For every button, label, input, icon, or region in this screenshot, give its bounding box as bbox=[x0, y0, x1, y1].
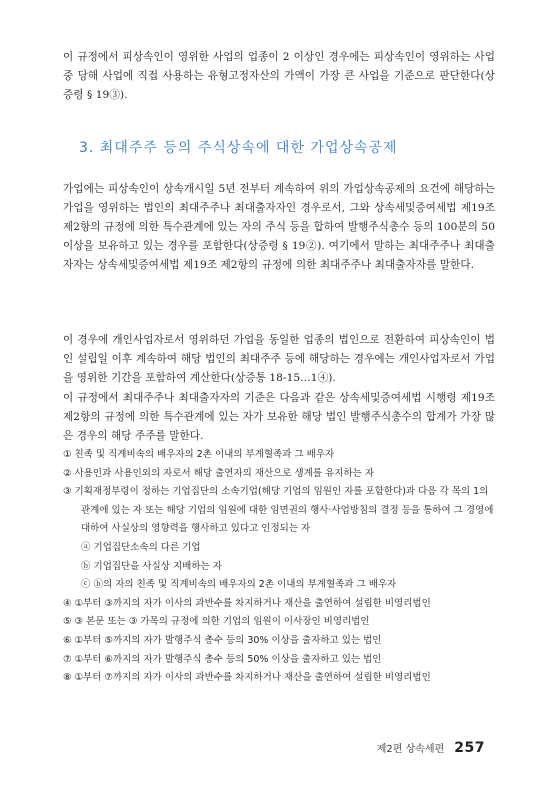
list-item: ② 사용인과 사용인외의 자로서 해당 출연자의 재산으로 생계를 유지하는 자 bbox=[63, 467, 375, 479]
list-item: ⑧ ①부터 ⑦까지의 자가 이사의 과반수를 차지하거나 재산을 출연하여 설립한 비영리법인 bbox=[63, 672, 431, 684]
paragraph-family-business-definition: 가업에는 피상속인이 상속개시일 5년 전부터 계속하여 위의 가업상속공제의 요건에 해당하는 가업을 영위하는 법인의 최대주주나 최대출자자인 경우로서, 그와 상속세및증여세법 제19조 제2항의 규정에 의한 특수관계에 있는 자의 주식 등을 합하여 발행주식총수 등의 100분의 50 이상을 보유하고 있는 경우를 포함한다(상증령 § 19②). 여기에서 말하는 최대주주나 최대출자자는 상속세및증여세법 제19조 제2항의 규정에 의한 최대주주나 최대출자자를 말한다. bbox=[63, 183, 495, 272]
paragraph-conversion-rule: 이 경우에 개인사업자로서 영위하던 가업을 동일한 업종의 법인으로 전환하여 피상속인이 법인 설립일 이후 계속하여 해당 법인의 최대주주 등에 해당하는 경우에는 개인사업자로서 가업을 영위한 기간을 포함하여 계산한다(상증통 18-15…1④). bbox=[63, 334, 495, 385]
list-item: ④ ①부터 ③까지의 자가 이사의 과반수를 차지하거나 재산을 출연하여 설립한 비영리법인 bbox=[63, 597, 431, 609]
related-party-list bbox=[63, 446, 495, 688]
list-item: ⑥ ①부터 ⑤까지의 자가 발행주식 총수 등의 30% 이상을 출자하고 있는 법인 bbox=[63, 634, 382, 646]
list-subitem: ⓑ 기업집단을 사실상 지배하는 자 bbox=[81, 560, 222, 572]
list-item: ⑦ ①부터 ⑥까지의 자가 발행주식 총수 등의 50% 이상을 출자하고 있는 법인 bbox=[63, 653, 382, 665]
chapter-label: 제2편 상속세편 bbox=[376, 744, 445, 755]
paragraph-major-shareholder-criteria: 이 규정에서 최대주주나 최대출자자의 기준은 다음과 같은 상속세및증여세법 시행령 제19조 제2항의 규정에 의한 특수관계에 있는 자가 보유한 해당 법인 발행주식총수의 합계가 가장 많은 경우의 해당 주주를 말한다. bbox=[63, 392, 495, 443]
paragraph-business-criteria: 이 규정에서 피상속인이 영위한 사업의 업종이 2 이상인 경우에는 피상속인이 영위하는 사업 중 당해 사업에 직접 사용하는 유형고정자산의 가액이 가장 큰 사업을 기준으로 판단한다(상증령 § 19③). bbox=[63, 51, 495, 102]
list-item: ⑤ ③ 본문 또는 ③ 가목의 규정에 의한 기업의 임원이 이사장인 비영리법인 bbox=[63, 616, 370, 628]
list-subitem: ⓐ 기업집단소속의 다른 기업 bbox=[81, 541, 201, 553]
list-subitem: ⓒ ⓑ의 자의 친족 및 직계비속의 배우자의 2촌 이내의 부계혈족과 그 배우자 bbox=[81, 579, 397, 591]
page-number: 257 bbox=[454, 740, 485, 756]
list-item: ③ 기획재정부령이 정하는 기업집단의 소속기업(해당 기업의 임원인 자를 포함한다)과 다음 각 목의 1의 관계에 있는 자 또는 해당 기업의 임원에 대한 임면권의 행사·사업방침의 결정 등을 통하여 그 경영에 대하여 사실상의 영향력을 행사하고 있다고 인정되는 자 bbox=[63, 486, 494, 535]
list-item: ① 친족 및 직계비속의 배우자의 2촌 이내의 부계혈족과 그 배우자 bbox=[63, 449, 335, 460]
section-title: 3. 최대주주 등의 주식상속에 대한 가업상속공제 bbox=[79, 140, 398, 156]
page-footer bbox=[377, 740, 485, 756]
